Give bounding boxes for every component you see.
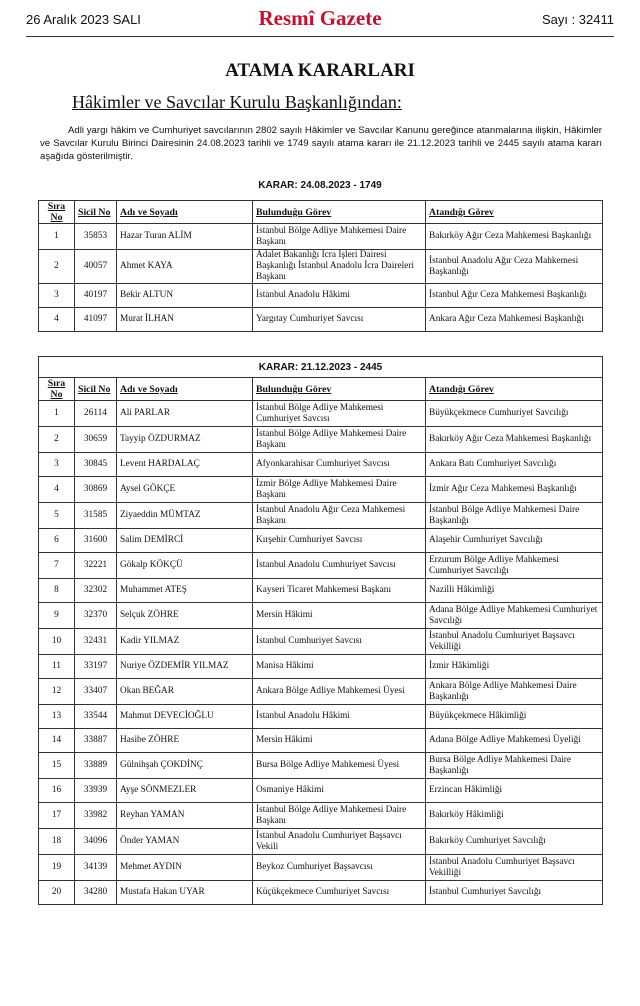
cell-sicil-no: 40057 bbox=[75, 250, 117, 284]
cell-sicil-no: 35853 bbox=[75, 224, 117, 250]
col-header-appointed-post: Atandığı Görev bbox=[426, 201, 603, 224]
table-row bbox=[39, 401, 603, 427]
cell-sicil-no: 41097 bbox=[75, 308, 117, 332]
col-header-current-post: Bulunduğu Görev bbox=[253, 201, 426, 224]
cell-sira-no: 1 bbox=[39, 224, 75, 250]
cell-current-post: İzmir Bölge Adliye Mahkemesi Daire Başkanı bbox=[253, 477, 426, 503]
cell-sira-no: 10 bbox=[39, 629, 75, 655]
cell-current-post: Ankara Bölge Adliye Mahkemesi Üyesi bbox=[253, 679, 426, 705]
cell-current-post: İstanbul Bölge Adliye Mahkemesi Daire Başkanı bbox=[253, 803, 426, 829]
col-header-sira: Sıra No bbox=[39, 378, 75, 401]
decision-label-1: KARAR: 24.08.2023 - 1749 bbox=[258, 180, 382, 191]
cell-appointed-post: Erzurum Bölge Adliye Mahkemesi Cumhuriyet Savcılığı bbox=[426, 553, 603, 579]
cell-name: Hasibe ZÖHRE bbox=[117, 729, 253, 753]
col-header-appointed-post: Atandığı Görev bbox=[426, 378, 603, 401]
header-date: 26 Aralık 2023 SALI bbox=[26, 12, 141, 27]
table-row bbox=[39, 224, 603, 250]
cell-appointed-post: İstanbul Bölge Adliye Mahkemesi Daire Başkanlığı bbox=[426, 503, 603, 529]
cell-appointed-post: İzmir Ağır Ceza Mahkemesi Başkanlığı bbox=[426, 477, 603, 503]
cell-name: Muhammet ATEŞ bbox=[117, 579, 253, 603]
table-row bbox=[39, 655, 603, 679]
cell-sira-no: 5 bbox=[39, 503, 75, 529]
cell-appointed-post: İstanbul Ağır Ceza Mahkemesi Başkanlığı bbox=[426, 284, 603, 308]
cell-sira-no: 2 bbox=[39, 250, 75, 284]
cell-current-post: Adalet Bakanlığı İcra İşleri Dairesi Başkanlığı İstanbul Anadolu İcra Daireleri Başkanı bbox=[253, 250, 426, 284]
table-row bbox=[39, 779, 603, 803]
table-row bbox=[39, 250, 603, 284]
cell-sicil-no: 34280 bbox=[75, 881, 117, 905]
cell-name: Murat İLHAN bbox=[117, 308, 253, 332]
cell-appointed-post: İstanbul Anadolu Ağır Ceza Mahkemesi Başkanlığı bbox=[426, 250, 603, 284]
cell-sicil-no: 32302 bbox=[75, 579, 117, 603]
cell-name: Reyhan YAMAN bbox=[117, 803, 253, 829]
cell-name: Ziyaeddin MÜMTAZ bbox=[117, 503, 253, 529]
cell-name: Önder YAMAN bbox=[117, 829, 253, 855]
decision-table-1 bbox=[38, 200, 603, 332]
cell-name: Bekir ALTUN bbox=[117, 284, 253, 308]
cell-name: Selçuk ZÖHRE bbox=[117, 603, 253, 629]
cell-sira-no: 19 bbox=[39, 855, 75, 881]
cell-current-post: Mersin Hâkimi bbox=[253, 729, 426, 753]
cell-name: Okan BEĞAR bbox=[117, 679, 253, 705]
table-row bbox=[39, 427, 603, 453]
cell-appointed-post: Ankara Bölge Adliye Mahkemesi Daire Başkanlığı bbox=[426, 679, 603, 705]
table-row bbox=[39, 855, 603, 881]
decision-label-2: KARAR: 21.12.2023 - 2445 bbox=[39, 357, 603, 378]
cell-appointed-post: Bakırköy Ağır Ceza Mahkemesi Başkanlığı bbox=[426, 427, 603, 453]
gazette-header bbox=[0, 0, 640, 34]
cell-sira-no: 13 bbox=[39, 705, 75, 729]
cell-name: Kadir YILMAZ bbox=[117, 629, 253, 655]
cell-appointed-post: Bakırköy Hâkimliği bbox=[426, 803, 603, 829]
table-row bbox=[39, 453, 603, 477]
cell-sira-no: 3 bbox=[39, 453, 75, 477]
table-row bbox=[39, 881, 603, 905]
decision-table-1-body bbox=[39, 224, 603, 332]
cell-current-post: İstanbul Anadolu Cumhuriyet Başsavcı Vekili bbox=[253, 829, 426, 855]
page-title: ATAMA KARARLARI bbox=[225, 60, 415, 81]
cell-appointed-post: Ankara Ağır Ceza Mahkemesi Başkanlığı bbox=[426, 308, 603, 332]
cell-sicil-no: 32221 bbox=[75, 553, 117, 579]
table-row bbox=[39, 603, 603, 629]
cell-name: Mehmet AYDIN bbox=[117, 855, 253, 881]
cell-name: Mahmut DEVECİOĞLU bbox=[117, 705, 253, 729]
cell-appointed-post: Büyükçekmece Cumhuriyet Savcılığı bbox=[426, 401, 603, 427]
cell-current-post: İstanbul Anadolu Cumhuriyet Savcısı bbox=[253, 553, 426, 579]
cell-sicil-no: 33889 bbox=[75, 753, 117, 779]
cell-name: Ali PARLAR bbox=[117, 401, 253, 427]
cell-appointed-post: Bursa Bölge Adliye Mahkemesi Daire Başkanlığı bbox=[426, 753, 603, 779]
table-row bbox=[39, 284, 603, 308]
table-row bbox=[39, 308, 603, 332]
cell-sicil-no: 30659 bbox=[75, 427, 117, 453]
cell-sira-no: 11 bbox=[39, 655, 75, 679]
cell-sicil-no: 34096 bbox=[75, 829, 117, 855]
gazette-name: Resmî Gazete bbox=[258, 6, 382, 30]
cell-current-post: Kırşehir Cumhuriyet Savcısı bbox=[253, 529, 426, 553]
cell-current-post: İstanbul Anadolu Hâkimi bbox=[253, 284, 426, 308]
cell-sicil-no: 33544 bbox=[75, 705, 117, 729]
cell-sicil-no: 31585 bbox=[75, 503, 117, 529]
cell-sicil-no: 33197 bbox=[75, 655, 117, 679]
cell-sicil-no: 32431 bbox=[75, 629, 117, 655]
cell-sira-no: 4 bbox=[39, 308, 75, 332]
cell-sira-no: 15 bbox=[39, 753, 75, 779]
cell-sicil-no: 34139 bbox=[75, 855, 117, 881]
table-row bbox=[39, 829, 603, 855]
cell-sira-no: 8 bbox=[39, 579, 75, 603]
cell-current-post: İstanbul Bölge Adliye Mahkemesi Daire Başkanı bbox=[253, 427, 426, 453]
cell-sicil-no: 30845 bbox=[75, 453, 117, 477]
cell-appointed-post: Bakırköy Ağır Ceza Mahkemesi Başkanlığı bbox=[426, 224, 603, 250]
cell-appointed-post: İstanbul Cumhuriyet Savcılığı bbox=[426, 881, 603, 905]
cell-current-post: İstanbul Bölge Adliye Mahkemesi Cumhuriyet Savcısı bbox=[253, 401, 426, 427]
table-row bbox=[39, 753, 603, 779]
intro-paragraph: Adli yargı hâkim ve Cumhuriyet savcılarının 2802 sayılı Hâkimler ve Savcılar Kanunu gereğince atanmalarına ilişkin, Hâkimler ve Savcılar Kurulu Birinci Dairesinin 24.08.2023 tarihli ve 1749 sayılı atama kararı ile 21.12.2023 tarihli ve 2445 sayılı atama kararı aşağıda gösterilmiştir. bbox=[40, 125, 602, 162]
cell-current-post: Mersin Hâkimi bbox=[253, 603, 426, 629]
table-row bbox=[39, 729, 603, 753]
cell-name: Ahmet KAYA bbox=[117, 250, 253, 284]
cell-sira-no: 20 bbox=[39, 881, 75, 905]
cell-sira-no: 3 bbox=[39, 284, 75, 308]
cell-sira-no: 4 bbox=[39, 477, 75, 503]
cell-sira-no: 9 bbox=[39, 603, 75, 629]
cell-sicil-no: 33939 bbox=[75, 779, 117, 803]
cell-sicil-no: 33887 bbox=[75, 729, 117, 753]
cell-appointed-post: Bakırköy Cumhuriyet Savcılığı bbox=[426, 829, 603, 855]
cell-appointed-post: İstanbul Anadolu Cumhuriyet Başsavcı Vekilliği bbox=[426, 629, 603, 655]
cell-name: Mustafa Hakan UYAR bbox=[117, 881, 253, 905]
cell-sicil-no: 26114 bbox=[75, 401, 117, 427]
cell-appointed-post: Erzincan Hâkimliği bbox=[426, 779, 603, 803]
decision-label-row bbox=[39, 357, 603, 378]
decision-table-2-body bbox=[39, 357, 603, 905]
cell-current-post: Beykoz Cumhuriyet Başsavcısı bbox=[253, 855, 426, 881]
cell-appointed-post: Adana Bölge Adliye Mahkemesi Cumhuriyet Savcılığı bbox=[426, 603, 603, 629]
cell-current-post: Osmaniye Hâkimi bbox=[253, 779, 426, 803]
cell-sicil-no: 33407 bbox=[75, 679, 117, 705]
cell-sira-no: 1 bbox=[39, 401, 75, 427]
cell-current-post: İstanbul Anadolu Ağır Ceza Mahkemesi Başkanı bbox=[253, 503, 426, 529]
cell-current-post: İstanbul Anadolu Hâkimi bbox=[253, 705, 426, 729]
cell-name: Gökalp KÖKÇÜ bbox=[117, 553, 253, 579]
table-row bbox=[39, 579, 603, 603]
cell-sicil-no: 30869 bbox=[75, 477, 117, 503]
cell-name: Tayyip ÖZDURMAZ bbox=[117, 427, 253, 453]
table-row bbox=[39, 477, 603, 503]
cell-name: Ayşe SÖNMEZLER bbox=[117, 779, 253, 803]
cell-current-post: Afyonkarahisar Cumhuriyet Savcısı bbox=[253, 453, 426, 477]
cell-appointed-post: İstanbul Anadolu Cumhuriyet Başsavcı Vekilliği bbox=[426, 855, 603, 881]
cell-name: Gülnihşah ÇOKDİNÇ bbox=[117, 753, 253, 779]
col-header-name: Adı ve Soyadı bbox=[117, 378, 253, 401]
organization-heading: Hâkimler ve Savcılar Kurulu Başkanlığından: bbox=[72, 92, 402, 112]
header-rule bbox=[26, 36, 614, 37]
table-row bbox=[39, 553, 603, 579]
cell-sira-no: 18 bbox=[39, 829, 75, 855]
cell-current-post: Kayseri Ticaret Mahkemesi Başkanı bbox=[253, 579, 426, 603]
cell-appointed-post: Ankara Batı Cumhuriyet Savcılığı bbox=[426, 453, 603, 477]
cell-name: Aysel GÖKÇE bbox=[117, 477, 253, 503]
col-header-name: Adı ve Soyadı bbox=[117, 201, 253, 224]
cell-current-post: Manisa Hâkimi bbox=[253, 655, 426, 679]
cell-sira-no: 7 bbox=[39, 553, 75, 579]
cell-name: Levent HARDALAÇ bbox=[117, 453, 253, 477]
table-header-row bbox=[39, 378, 603, 401]
cell-sira-no: 14 bbox=[39, 729, 75, 753]
cell-current-post: Bursa Bölge Adliye Mahkemesi Üyesi bbox=[253, 753, 426, 779]
table-row bbox=[39, 529, 603, 553]
cell-sicil-no: 32370 bbox=[75, 603, 117, 629]
cell-appointed-post: Büyükçekmece Hâkimliği bbox=[426, 705, 603, 729]
cell-current-post: Yargıtay Cumhuriyet Savcısı bbox=[253, 308, 426, 332]
cell-current-post: İstanbul Bölge Adliye Mahkemesi Daire Başkanı bbox=[253, 224, 426, 250]
table-row bbox=[39, 679, 603, 705]
cell-appointed-post: Nazilli Hâkimliği bbox=[426, 579, 603, 603]
table-header-row bbox=[39, 201, 603, 224]
cell-sira-no: 17 bbox=[39, 803, 75, 829]
issue-number: Sayı : 32411 bbox=[541, 12, 614, 27]
cell-sicil-no: 33982 bbox=[75, 803, 117, 829]
cell-sira-no: 6 bbox=[39, 529, 75, 553]
col-header-sicil: Sicil No bbox=[75, 378, 117, 401]
cell-name: Hazar Turan ALİM bbox=[117, 224, 253, 250]
col-header-current-post: Bulunduğu Görev bbox=[253, 378, 426, 401]
cell-current-post: Küçükçekmece Cumhuriyet Savcısı bbox=[253, 881, 426, 905]
table-row bbox=[39, 705, 603, 729]
cell-name: Salim DEMİRCİ bbox=[117, 529, 253, 553]
cell-sicil-no: 31600 bbox=[75, 529, 117, 553]
cell-sira-no: 16 bbox=[39, 779, 75, 803]
col-header-sira: Sıra No bbox=[39, 201, 75, 224]
table-row bbox=[39, 803, 603, 829]
cell-appointed-post: İzmir Hâkimliği bbox=[426, 655, 603, 679]
cell-sicil-no: 40197 bbox=[75, 284, 117, 308]
cell-appointed-post: Adana Bölge Adliye Mahkemesi Üyeliği bbox=[426, 729, 603, 753]
cell-name: Nuriye ÖZDEMİR YILMAZ bbox=[117, 655, 253, 679]
cell-sira-no: 2 bbox=[39, 427, 75, 453]
cell-sira-no: 12 bbox=[39, 679, 75, 705]
table-row bbox=[39, 629, 603, 655]
cell-appointed-post: Alaşehir Cumhuriyet Savcılığı bbox=[426, 529, 603, 553]
col-header-sicil: Sicil No bbox=[75, 201, 117, 224]
cell-current-post: İstanbul Cumhuriyet Savcısı bbox=[253, 629, 426, 655]
table-row bbox=[39, 503, 603, 529]
decision-table-2 bbox=[38, 356, 603, 905]
